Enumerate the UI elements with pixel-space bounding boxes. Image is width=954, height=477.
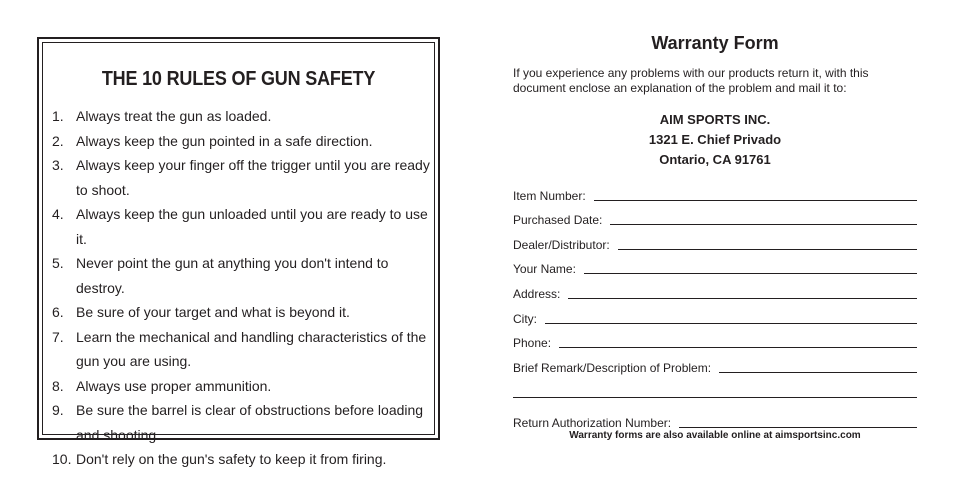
warranty-fields [513, 178, 917, 430]
item-number-label: Item Number: [513, 188, 586, 203]
rma-field [513, 400, 917, 430]
rule-text: Always use proper ammunition. [76, 377, 272, 394]
remark-continuation-field [513, 375, 917, 400]
rule-item [52, 300, 437, 325]
rma-label: Return Authorization Number: [513, 415, 672, 430]
address-blank-line[interactable] [568, 298, 917, 299]
city-field [513, 301, 917, 326]
phone-field [513, 326, 917, 351]
your-name-blank-line[interactable] [584, 273, 917, 274]
rule-number: 2. [52, 132, 64, 149]
remark-field [513, 350, 917, 375]
address-street: 1321 E. Chief Privado [648, 132, 782, 147]
rule-text: Don't rely on the gun's safety to keep it from firing. [76, 451, 387, 467]
rule-text: Always keep the gun pointed in a safe direction. [76, 132, 373, 149]
rule-text: Always keep your finger off the trigger until you are ready to shoot. [76, 157, 430, 198]
rule-number: 10. [52, 451, 72, 467]
rule-text: Always treat the gun as loaded. [76, 108, 272, 124]
purchased-date-blank-line[interactable] [610, 224, 917, 225]
dealer-blank-line[interactable] [618, 249, 917, 250]
dealer-label: Dealer/Distributor: [513, 237, 610, 252]
city-label: City: [513, 311, 537, 326]
gun-safety-rules-list [52, 104, 437, 472]
rule-text: Always keep the gun unloaded until you are ready to use it. [76, 206, 428, 247]
rule-item [52, 374, 437, 399]
item-number-blank-line[interactable] [594, 200, 917, 201]
rule-item [52, 398, 437, 447]
rule-number: 6. [52, 304, 64, 320]
rule-number: 1. [52, 108, 64, 124]
address-city: Ontario, CA 91761 [659, 152, 771, 167]
rule-item [52, 202, 437, 251]
rule-item [52, 325, 437, 374]
rule-number: 8. [52, 377, 64, 394]
rule-number: 9. [52, 402, 64, 418]
rule-item [52, 153, 437, 202]
rule-number: 4. [52, 206, 64, 222]
warranty-footer-note: Warranty forms are also available online at aimsportsinc.com [569, 430, 861, 441]
address-company: AIM SPORTS INC. [659, 112, 771, 127]
warranty-intro-text: If you experience any problems with our products return it, with this document enclose an explanation of the problem and mail it to: [513, 66, 869, 95]
rule-number: 7. [52, 328, 64, 345]
rule-text: Learn the mechanical and handling characteristics of the gun you are using. [76, 328, 427, 369]
mailing-address [513, 110, 917, 170]
remark-label: Brief Remark/Description of Problem: [513, 360, 712, 375]
rma-blank-line[interactable] [679, 427, 917, 428]
rule-item [52, 104, 437, 129]
warranty-form-title: Warranty Form [651, 33, 779, 53]
remark-blank-line[interactable] [719, 372, 917, 373]
city-blank-line[interactable] [545, 323, 917, 324]
gun-safety-title: THE 10 RULES OF GUN SAFETY [101, 68, 376, 90]
rule-item [52, 129, 437, 154]
your-name-field [513, 252, 917, 277]
rule-text: Be sure of your target and what is beyond it. [76, 304, 350, 320]
dealer-field [513, 227, 917, 252]
phone-blank-line[interactable] [559, 347, 917, 348]
address-label: Address: [513, 286, 561, 301]
gun-safety-inner-border [42, 42, 435, 467]
item-number-field [513, 178, 917, 203]
gun-safety-box [37, 37, 440, 467]
rule-item [52, 447, 437, 472]
rule-text: Be sure the barrel is clear of obstructions before loading and shooting. [76, 402, 424, 443]
rule-text: Never point the gun at anything you don't intend to destroy. [76, 255, 389, 296]
purchased-date-field [513, 203, 917, 228]
your-name-label: Your Name: [513, 262, 576, 277]
address-field [513, 276, 917, 301]
purchased-date-label: Purchased Date: [513, 213, 603, 228]
remark-continuation-blank-line[interactable] [513, 397, 917, 398]
rule-item [52, 251, 437, 300]
phone-label: Phone: [513, 336, 552, 351]
rule-number: 3. [52, 157, 64, 173]
rule-number: 5. [52, 255, 64, 271]
